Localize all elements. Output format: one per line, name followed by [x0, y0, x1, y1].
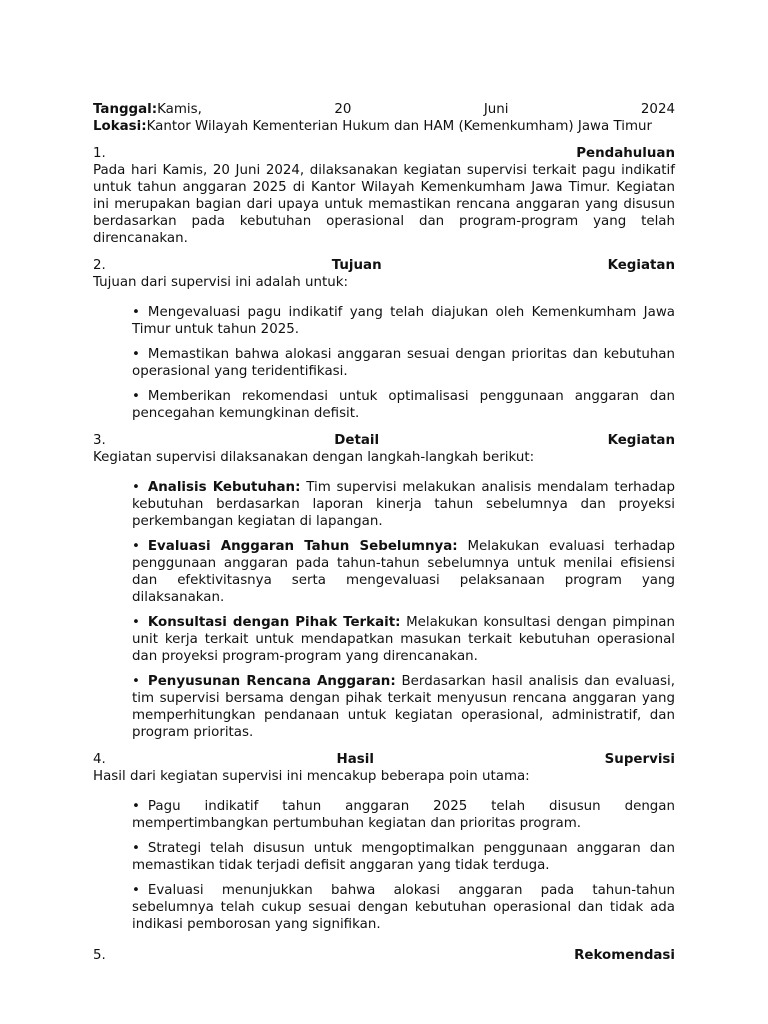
- location-line: [93, 118, 675, 135]
- section-paragraph: Pada hari Kamis, 20 Juni 2024, dilaksanakan kegiatan supervisi terkait pagu indikatif untuk tahun anggaran 2025 di Kantor Wilayah Kemenkumham Jawa Timur. Kegiatan ini merupakan bagian dari upaya untuk memastikan rencana anggaran yang disusun berdasarkan pada kebutuhan operasional dan program-program yang telah direncanakan.: [93, 163, 675, 246]
- list-item: [132, 479, 675, 530]
- section-heading: [93, 432, 675, 449]
- list-item-text: Memberikan rekomendasi untuk optimalisasi penggunaan anggaran dan pencegahan kemungkinan defisit.: [132, 389, 675, 421]
- list-item-text: Melakukan evaluasi terhadap penggunaan anggaran pada tahun-tahun sebelumnya untuk menilai efisiensi dan efektivitasnya serta mengevaluasi pelaksanaan program yang dilaksanakan.: [132, 539, 676, 605]
- bullet-icon: •: [132, 615, 140, 630]
- section-detail-kegiatan: [93, 432, 675, 741]
- section-title-word: Kegiatan: [607, 433, 675, 448]
- date-month: Juni: [483, 102, 509, 117]
- list-item-text: Tim supervisi melakukan analisis mendalam terhadap kebutuhan berdasarkan laporan kinerja tahun sebelumnya dan proyeksi perkembangan kegiatan di lapangan.: [132, 480, 675, 529]
- bullet-icon: •: [132, 841, 140, 856]
- document-body: [93, 101, 675, 964]
- section-rekomendasi: [93, 947, 675, 964]
- list-item: [132, 798, 675, 832]
- list-item-text: Pagu indikatif tahun anggaran 2025 telah disusun dengan mempertimbangkan pertumbuhan kegiatan dan prioritas program.: [132, 799, 675, 831]
- section-heading: [93, 257, 675, 274]
- section-number: 1.: [93, 146, 106, 161]
- list-item: [132, 614, 675, 665]
- section-number: 4.: [93, 752, 106, 767]
- date-day: Kamis,: [157, 102, 202, 117]
- date-line: [93, 101, 675, 118]
- date-number: 20: [334, 102, 352, 117]
- list-item-text: Evaluasi menunjukkan bahwa alokasi anggaran pada tahun-tahun sebelumnya telah cukup sesuai dengan kebutuhan operasional dan tidak ada indikasi pemborosan yang signifikan.: [132, 883, 675, 932]
- section-number: 2.: [93, 258, 106, 273]
- section-intro: Kegiatan supervisi dilaksanakan dengan langkah-langkah berikut:: [93, 450, 535, 465]
- list-item-text: Strategi telah disusun untuk mengoptimalkan penggunaan anggaran dan memastikan tidak terjadi defisit anggaran yang tidak terduga.: [132, 841, 675, 873]
- list-item: [132, 346, 675, 380]
- section-number: 3.: [93, 433, 106, 448]
- list-item: [132, 388, 675, 422]
- section-heading: [93, 751, 675, 768]
- list-item-term: Konsultasi dengan Pihak Terkait:: [147, 615, 401, 630]
- list-item-term: Penyusunan Rencana Anggaran:: [147, 674, 396, 689]
- section-title: Rekomendasi: [574, 948, 675, 963]
- section-intro: Hasil dari kegiatan supervisi ini mencakup beberapa poin utama:: [93, 769, 530, 784]
- list-item: [132, 304, 675, 338]
- section-title-word: Supervisi: [604, 752, 675, 767]
- list-item: [132, 673, 675, 741]
- list-item-text: Melakukan konsultasi dengan pimpinan unit kerja terkait untuk mendapatkan masukan terkait kebutuhan operasional dan proyeksi program-program yang direncanakan.: [132, 615, 675, 664]
- bullet-icon: •: [132, 883, 140, 898]
- section-title-word: Tujuan: [331, 258, 382, 273]
- section-title: Pendahuluan: [576, 146, 675, 161]
- location-label: Lokasi:: [93, 119, 147, 134]
- section-number: 5.: [93, 948, 106, 963]
- bullet-list: [132, 304, 675, 422]
- bullet-icon: •: [132, 799, 140, 814]
- bullet-list: [132, 798, 675, 933]
- section-tujuan-kegiatan: [93, 257, 675, 422]
- date-year: 2024: [640, 102, 675, 117]
- list-item: [132, 840, 675, 874]
- section-heading: [93, 947, 675, 964]
- bullet-icon: •: [132, 674, 140, 689]
- section-title-word: Kegiatan: [607, 258, 675, 273]
- list-item-text: Mengevaluasi pagu indikatif yang telah diajukan oleh Kemenkumham Jawa Timur untuk tahun 2025.: [132, 305, 675, 337]
- section-intro: Tujuan dari supervisi ini adalah untuk:: [93, 275, 349, 290]
- bullet-icon: •: [132, 305, 140, 320]
- section-pendahuluan: [93, 145, 675, 247]
- list-item-term: Evaluasi Anggaran Tahun Sebelumnya:: [147, 539, 458, 554]
- section-title-word: Detail: [334, 433, 380, 448]
- bullet-icon: •: [132, 539, 140, 554]
- section-heading: [93, 145, 675, 162]
- location-value: Kantor Wilayah Kementerian Hukum dan HAM (Kemenkumham) Jawa Timur: [146, 119, 652, 134]
- list-item-text: Berdasarkan hasil analisis dan evaluasi, tim supervisi bersama dengan pihak terkait menyusun rencana anggaran yang memperhitungkan pendanaan untuk kegiatan operasional, administratif, dan program prioritas.: [132, 674, 675, 740]
- list-item-term: Analisis Kebutuhan:: [147, 480, 301, 495]
- list-item: [132, 538, 675, 606]
- bullet-icon: •: [132, 389, 140, 404]
- bullet-icon: •: [132, 347, 140, 362]
- date-label: Tanggal:: [93, 102, 158, 117]
- section-title-word: Hasil: [336, 752, 374, 767]
- section-hasil-supervisi: [93, 751, 675, 933]
- list-item: [132, 882, 675, 933]
- bullet-list: [132, 479, 675, 741]
- bullet-icon: •: [132, 480, 140, 495]
- list-item-text: Memastikan bahwa alokasi anggaran sesuai dengan prioritas dan kebutuhan operasional yang teridentifikasi.: [132, 347, 675, 379]
- date-label-and-day: [93, 101, 202, 118]
